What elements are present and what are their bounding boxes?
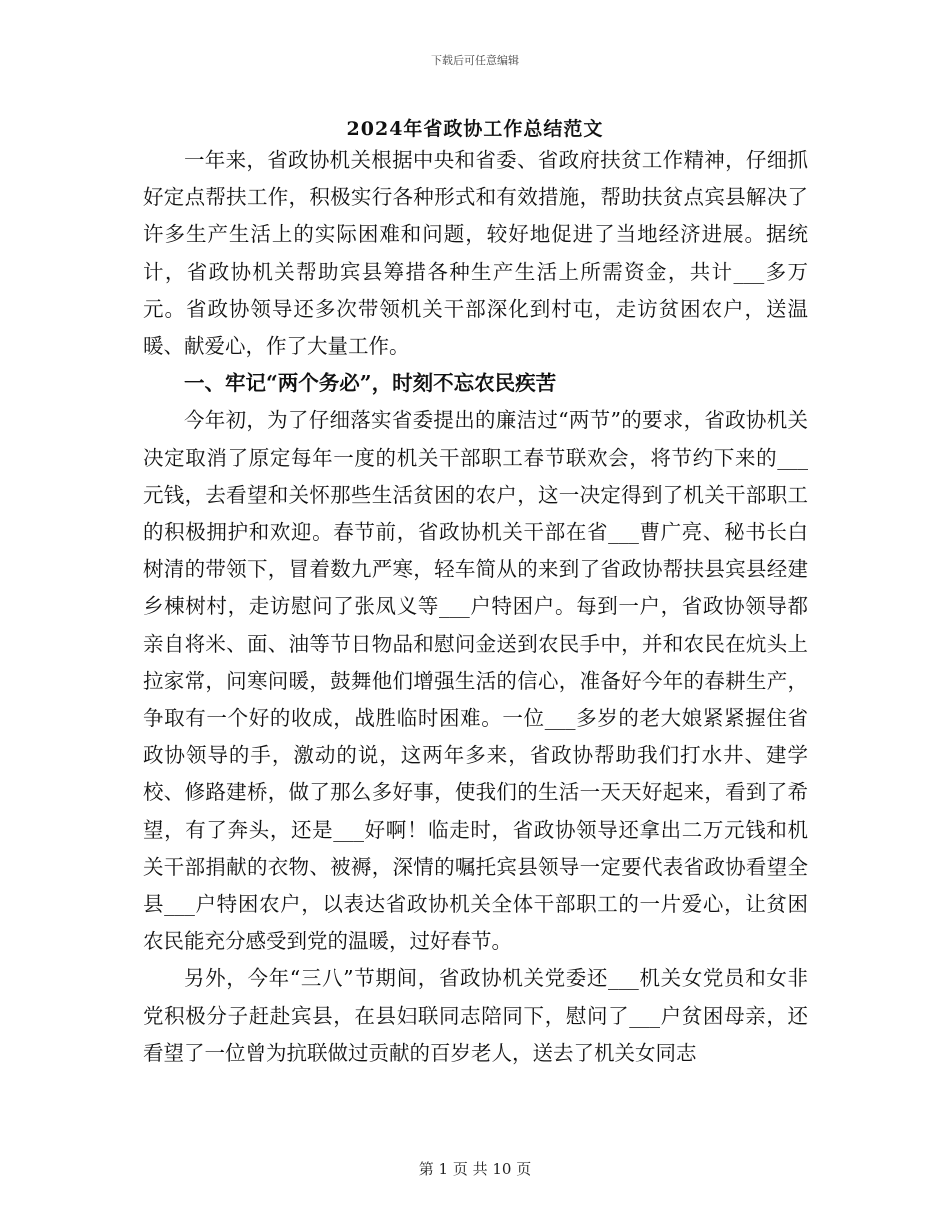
page-footer-number: 第 1 页 共 10 页 — [418, 1160, 532, 1178]
section-1-paragraph-2: 另外，今年“三八”节期间，省政协机关党委还___机关女党员和女非党积极分子赶赴宾县，在县妇联同志陪同下，慰问了___户贫困母亲，还看望了一位曾为抗联做过贡献的百岁老人，送去了机关女同志 — [143, 966, 808, 1065]
section-heading-1: 一、牢记“两个务必”，时刻不忘农民疾苦 — [184, 371, 557, 396]
document-title: 2024年省政协工作总结范文 — [346, 118, 604, 140]
intro-paragraph: 一年来，省政协机关根据中央和省委、省政府扶贫工作精神，仔细抓好定点帮扶工作，积极实行各种形式和有效措施，帮助扶贫点宾县解决了许多生产生活上的实际困难和问题，较好地促进了当地经济进展。据统计，省政协机关帮助宾县筹措各种生产生活上所需资金，共计___多万元。省政协领导还多次带领机关干部深化到村屯，走访贫困农户，送温暖、献爱心，作了大量工作。 — [143, 148, 808, 359]
page-header-note: 下载后可任意编辑 — [431, 54, 519, 67]
document-body — [143, 142, 808, 1072]
section-1-paragraph-1: 今年初，为了仔细落实省委提出的廉洁过“两节”的要求，省政协机关决定取消了原定每年一度的机关干部职工春节联欢会，将节约下来的___元钱，去看望和关怀那些生活贫困的农户，这一决定得到了机关干部职工的积极拥护和欢迎。春节前，省政协机关干部在省___曹广亮、秘书长白树清的带领下，冒着数九严寒，轻车简从的来到了省政协帮扶县宾县经建乡棟树村，走访慰问了张凤义等___户特困户。每到一户，省政协领导都亲自将米、面、油等节日物品和慰问金送到农民手中，并和农民在炕头上拉家常，问寒问暖，鼓舞他们增强生活的信心，准备好今年的春耕生产，争取有一个好的收成，战胜临时困难。一位___多岁的老大娘紧紧握住省政协领导的手，激动的说，这两年多来，省政协帮助我们打水井、建学校、修路建桥，做了那么多好事，使我们的生活一天天好起来，看到了希望，有了奔头，还是___好啊！临走时，省政协领导还拿出二万元钱和机关干部捐献的衣物、被褥，深情的嘱托宾县领导一定要代表省政协看望全县___户特困农户，以表达省政协机关全体干部职工的一片爱心，让贫困农民能充分感受到党的温暖，过好春节。 — [143, 408, 808, 954]
